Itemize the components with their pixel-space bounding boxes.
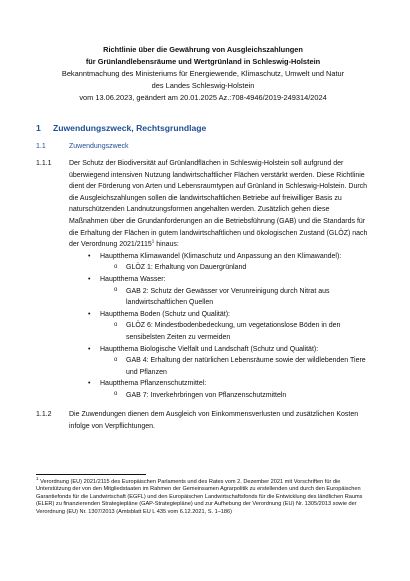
document-title-line-1: Richtlinie über die Gewährung von Ausgleichszahlungen	[103, 45, 303, 54]
document-title-line-2: für Grünlandlebensräume und Wertgrünland in Schleswig-Holstein	[85, 57, 321, 66]
footnote-text: Verordnung (EU) 2021/2115 des Europäischen Parlaments und des Rates vom 2. Dezember 2021 mit Vorschriften für die Unterstützung der von den Mitgliedstaaten im Rahmen der Gemeinsamen Agrarpolitik zu erstellenden und durch den Europäischen Garantiefonds für die Landwirtschaft (EGFL) und den Europäischen Landwirtschaftsfonds für die Entwicklung des ländlichen Raums (ELER) zu finanzierenden Strategiepläne (GAP-Strategiepläne) und zur Aufhebung der Verordnung (EU) Nr. 1305/2013 sowie der Verordnung (EU) Nr. 1307/2013 (Amtsblatt EU L 435 vom 6.12.2021, S. 1–186)	[36, 479, 363, 515]
section-number: 1	[36, 123, 41, 133]
sub-list-item: o GLÖZ 6: Mindestbodenbedeckung, um vegetationslose Böden in den sensibelsten Zeiten zu vermeiden	[114, 320, 370, 343]
publication-line-2: des Landes Schleswig-Holstein	[151, 81, 255, 90]
paragraph-number: 1.1.1	[36, 160, 52, 167]
sub-list-item: o GAB 2: Schutz der Gewässer vor Verunreinigung durch Nitrat aus landwirtschaftlichen Quellen	[114, 286, 370, 309]
list-item	[88, 274, 370, 309]
subsection-heading-1-1	[36, 143, 370, 150]
sub-list	[100, 320, 370, 343]
paragraph-text	[69, 158, 370, 251]
list-item	[88, 309, 370, 344]
topic-label: Hauptthema Pflanzenschutzmittel:	[100, 380, 207, 388]
paragraph-text: Die Zuwendungen dienen dem Ausgleich von Einkommensverlusten und zusätzlichen Kosten infolge von Verpflichtungen.	[69, 411, 359, 431]
sub-list	[100, 390, 370, 402]
topic-label: Hauptthema Wasser:	[100, 275, 166, 283]
topic-label: Hauptthema Klimawandel (Klimaschutz und Anpassung an den Klimawandel):	[100, 252, 342, 260]
publication-line-1: Bekanntmachung des Ministeriums für Energiewende, Klimaschutz, Umwelt und Natur	[61, 69, 345, 78]
section-heading-1	[36, 123, 370, 133]
paragraph-text-main: Der Schutz der Biodiversität auf Grünlandflächen in Schleswig-Holstein soll aufgrund der überwiegend intensiven Nutzung landwirtschaftlicher Flächen verstärkt werden. Diese Richtlinie dient der Förderung von Arten und Lebensraumtypen auf Grünland in Schleswig-Holstein. Durch die Ausgleichszahlungen sollen die landwirtschaftlichen Betriebe auf freiwilliger Basis zu naturschützenden Landnutzungsformen angehalten werden. Zusätzlich gehen diese Maßnahmen über die Grundanforderungen an die Betriebsführung (GAB) und die Standards für die Erhaltung der Flächen in gutem landwirtschaftlichen und ökologischen Zustand (GLÖZ) nach der Verordnung 2021/2115	[69, 160, 368, 249]
list-item	[88, 251, 370, 274]
paragraph-1-1-2	[36, 409, 370, 432]
sub-list	[100, 286, 370, 309]
footnote	[36, 476, 370, 516]
section-title: Zuwendungszweck, Rechtsgrundlage	[53, 123, 207, 133]
topic-label: Hauptthema Biologische Vielfalt und Landschaft (Schutz und Qualität):	[100, 345, 319, 353]
list-item	[88, 378, 370, 401]
publication-date-line: vom 13.06.2023, geändert am 20.01.2025 Az.:708-4946/2019-249314/2024	[79, 93, 327, 102]
paragraph-number: 1.1.2	[36, 411, 52, 419]
sub-list	[100, 355, 370, 378]
list-item	[88, 344, 370, 379]
footnote-divider	[36, 474, 146, 475]
subsection-title: Zuwendungszweck	[69, 143, 129, 150]
footnote-reference[interactable]: 1	[151, 238, 155, 244]
sub-list	[100, 262, 370, 274]
footnote-marker: 1	[36, 476, 39, 482]
sub-list-item: o GAB 4: Erhaltung der natürlichen Lebensräume sowie der wildlebenden Tiere und Pflanzen	[114, 355, 370, 378]
sub-list-item: o GLÖZ 1: Erhaltung von Dauergrünland	[114, 262, 370, 274]
topic-list	[36, 251, 370, 402]
subsection-number: 1.1	[36, 143, 46, 150]
topic-label: Hauptthema Boden (Schutz und Qualität):	[100, 310, 230, 318]
paragraph-1-1-1	[36, 158, 370, 251]
paragraph-text-end: hinaus:	[154, 241, 179, 249]
sub-list-item: o GAB 7: Inverkehrbringen von Pflanzenschutzmitteln	[114, 390, 370, 402]
